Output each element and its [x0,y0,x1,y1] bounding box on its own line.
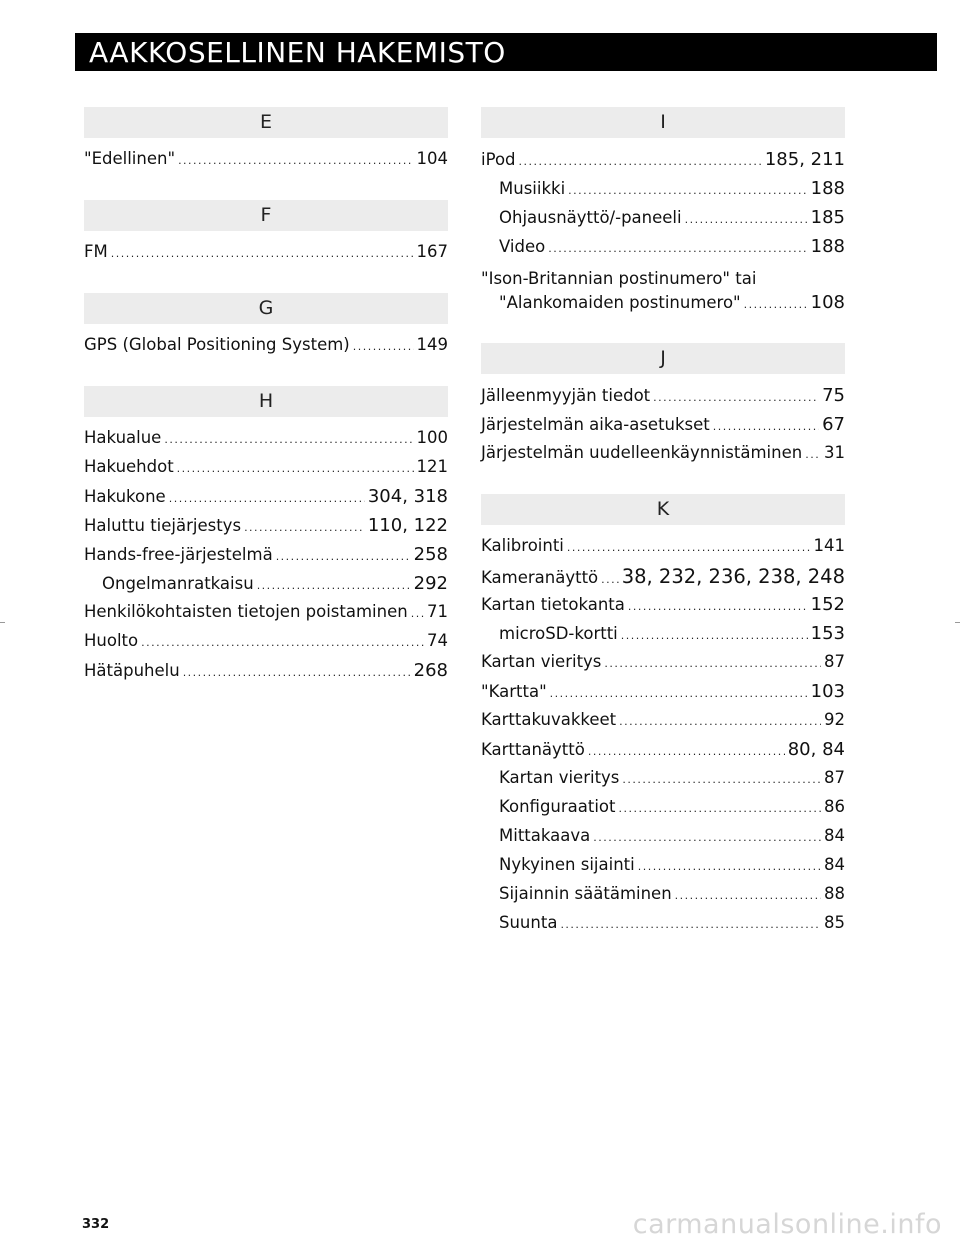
leader-dots [621,624,808,643]
index-entry [481,414,845,443]
entry-page: 141 [813,536,845,555]
leader-dots [177,457,414,476]
entry-page: 153 [810,623,845,644]
entry-label: Mittakaava [499,826,591,845]
index-entry [84,242,448,271]
leader-dots [628,595,808,614]
leader-dots [141,631,424,650]
leader-dots [619,710,821,729]
entry-page: 67 [822,414,845,435]
index-section-i [481,107,845,321]
entry-page: 31 [824,443,845,462]
leader-dots [183,661,411,680]
entry-page: 74 [427,631,448,650]
entry-page: 152 [810,594,845,615]
entry-page: 85 [824,913,845,932]
leader-dots [257,574,411,593]
crop-mark-right [955,622,960,623]
leader-dots [560,913,821,932]
leader-dots [675,884,821,903]
entry-page: 104 [416,149,448,168]
section-letter-f: F [84,200,448,231]
entry-page: 188 [810,178,845,199]
entry-page: 149 [416,335,448,354]
leader-dots [744,293,808,312]
index-entry [481,594,845,623]
index-entry [481,443,845,472]
section-letter-e: E [84,107,448,138]
leader-dots [550,682,808,701]
entry-label: Sijainnin säätäminen [499,884,672,903]
entry-label: Musiikki [499,179,566,198]
watermark: carmanualsonline.info [632,1209,942,1240]
index-subentry [481,178,845,207]
entry-page: 75 [822,385,845,406]
entry-page: 86 [824,797,845,816]
index-entry [84,428,448,457]
leader-dots [178,149,413,168]
index-subentry [481,797,845,826]
entry-page: 88 [824,884,845,903]
index-entry [481,265,845,321]
entry-label: Huolto [84,631,139,650]
leader-dots [619,797,822,816]
index-entry [481,710,845,739]
section-letter-j: J [481,343,845,374]
section-letter-g: G [84,293,448,324]
index-entry [481,536,845,565]
index-entry [84,544,448,573]
entry-label: Haluttu tiejärjestys [84,516,242,535]
leader-dots [588,740,785,759]
entry-label: Konfiguraatiot [499,797,616,816]
index-entry [481,739,845,768]
entry-label: Järjestelmän uudelleenkäynnistäminen [481,443,803,462]
leader-dots [169,487,365,506]
leader-dots [411,602,424,621]
entry-page: 185, 211 [764,149,845,170]
index-subentry [481,913,845,942]
index-entry [84,149,448,178]
entry-label: "Edellinen" [84,149,176,168]
entry-page: 121 [416,457,448,476]
index-subentry [481,826,845,855]
entry-page: 258 [413,544,448,565]
entry-page: 110, 122 [367,515,448,536]
entry-label: Kameranäyttö [481,568,599,587]
leader-dots [164,428,413,447]
entry-label: Jälleenmyyjän tiedot [481,386,651,405]
entry-label: Järjestelmän aika-asetukset [481,415,710,434]
entry-label: "Alankomaiden postinumero" [499,293,741,312]
entry-label: Nykyinen sijainti [499,855,635,874]
entry-label: FM [84,242,108,261]
entry-label: Hakukone [84,487,166,506]
index-entry [84,660,448,689]
index-section-h [84,386,448,689]
entry-page: 185 [810,207,845,228]
index-subentry [481,768,845,797]
entry-label: Hakuehdot [84,457,174,476]
entry-page: 268 [413,660,448,681]
entry-page: 84 [824,826,845,845]
section-letter-h: H [84,386,448,417]
leader-dots [805,443,821,462]
leader-dots [276,545,411,564]
index-subentry [84,573,448,602]
leader-dots [548,237,807,256]
entry-label: Video [499,237,546,256]
entry-label: Kalibrointi [481,536,564,555]
leader-dots [593,826,821,845]
crop-mark-left [0,622,5,623]
index-subentry [481,855,845,884]
leader-dots [519,150,762,169]
leader-dots [653,386,819,405]
index-entry [481,652,845,681]
leader-dots [111,242,414,261]
leader-dots [244,516,365,535]
page-title: AAKKOSELLINEN HAKEMISTO [89,36,506,69]
index-entry [84,631,448,660]
entry-label: "Kartta" [481,682,547,701]
leader-dots [622,768,821,787]
entry-page: 38, 232, 236, 238, 248 [621,565,845,588]
page-number: 332 [82,1217,110,1232]
entry-page: 84 [824,855,845,874]
leader-dots [638,855,821,874]
index-entry [84,335,448,364]
section-letter-k: K [481,494,845,525]
entry-page: 92 [824,710,845,729]
entry-page: 103 [810,681,845,702]
index-column-right [481,107,845,942]
entry-label: Ohjausnäyttö/-paneeli [499,208,682,227]
entry-page: 87 [824,652,845,671]
index-entry [84,486,448,515]
entry-label: Hakualue [84,428,162,447]
index-entry [481,565,845,594]
entry-label: Karttakuvakkeet [481,710,617,729]
index-entry [481,149,845,178]
entry-label: microSD-kortti [499,624,618,643]
entry-page: 188 [810,236,845,257]
entry-label: GPS (Global Positioning System) [84,335,350,354]
entry-label: Kartan vieritys [481,652,602,671]
index-section-f [84,200,448,271]
leader-dots [601,568,619,587]
leader-dots [713,415,819,434]
entry-page: 87 [824,768,845,787]
entry-label: Kartan tietokanta [481,595,625,614]
entry-page: 80, 84 [787,739,845,760]
index-entry [84,457,448,486]
leader-dots [568,179,807,198]
index-column-left [84,107,448,689]
index-section-k [481,494,845,942]
entry-label: Kartan vieritys [499,768,620,787]
entry-label: Hands-free-järjestelmä [84,545,273,564]
index-subentry [481,207,845,236]
entry-label: Hätäpuhelu [84,661,180,680]
index-entry [481,385,845,414]
page-header [75,33,937,71]
entry-page: 304, 318 [367,486,448,507]
entry-label: Karttanäyttö [481,740,585,759]
index-section-g [84,293,448,364]
index-entry [481,681,845,710]
index-subentry [481,236,845,265]
entry-page: 100 [416,428,448,447]
index-subentry [481,884,845,913]
entry-label: iPod [481,150,516,169]
entry-page: 71 [427,602,448,621]
entry-label: Suunta [499,913,558,932]
leader-dots [567,536,811,555]
entry-page: 167 [416,242,448,261]
index-entry [84,515,448,544]
index-subentry [481,623,845,652]
index-entry [84,602,448,631]
leader-dots [353,335,414,354]
section-letter-i: I [481,107,845,138]
leader-dots [604,652,821,671]
entry-label: Henkilökohtaisten tietojen poistaminen [84,602,408,621]
entry-label: Ongelmanratkaisu [102,574,254,593]
entry-page: 108 [810,292,845,313]
index-section-j [481,343,845,472]
entry-page: 292 [413,573,448,594]
leader-dots [685,208,808,227]
entry-label: "Ison-Britannian postinumero" tai [481,269,757,288]
index-section-e [84,107,448,178]
